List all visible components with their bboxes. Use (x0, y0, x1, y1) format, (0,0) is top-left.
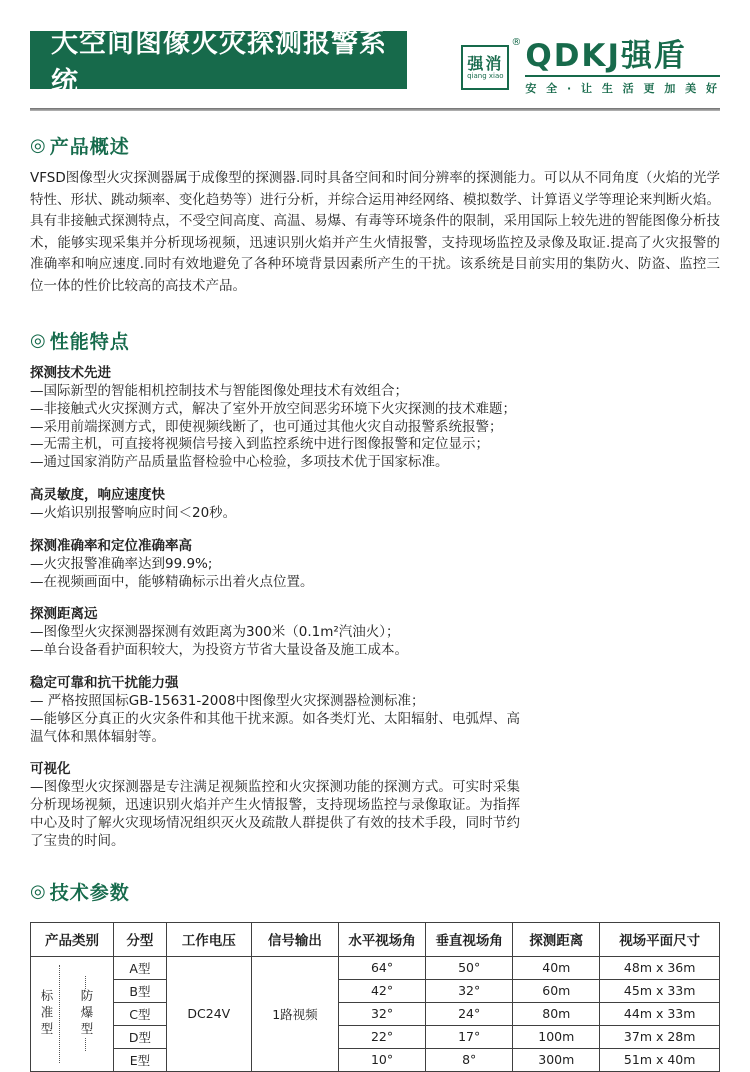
table-row (31, 1025, 720, 1048)
feature-group-title: 高灵敏度，响应速度快 (30, 486, 165, 503)
distance-cell: 40m (513, 956, 600, 979)
feature-item: —采用前端探测方式，即使视频线断了，也可通过其他火灾自动报警系统报警； (30, 418, 503, 435)
bullseye-icon: ◎ (30, 135, 47, 156)
product-title: 大空间图像火灾探测报警系统 (51, 28, 387, 98)
col-header-model: 分型 (114, 922, 167, 956)
distance-cell: 60m (513, 979, 600, 1002)
category-vertical-wrap (31, 965, 113, 1063)
distance-cell: 100m (513, 1025, 600, 1048)
col-header-vfov: 垂直视场角 (426, 922, 513, 956)
col-header-distance: 探测距离 (513, 922, 600, 956)
hfov-cell: 42° (339, 979, 426, 1002)
brand-wordmark: QDKJ强盾 (525, 38, 687, 74)
hfov-cell: 32° (339, 1002, 426, 1025)
hfov-cell: 64° (339, 956, 426, 979)
brand-logo (461, 38, 720, 96)
category-explosionproof-wrap (67, 976, 105, 1052)
features-heading-label: 性能特点 (49, 331, 130, 353)
feature-group (30, 364, 520, 472)
model-cell: C型 (114, 1002, 167, 1025)
col-header-plane: 视场平面尺寸 (600, 922, 720, 956)
model-cell: E型 (114, 1048, 167, 1071)
registered-icon: ® (511, 37, 522, 48)
specs-table (30, 922, 720, 1072)
feature-group (30, 605, 520, 660)
col-header-voltage: 工作电压 (166, 922, 251, 956)
trademark-text: 强消 (467, 53, 504, 73)
header-divider (30, 108, 720, 111)
distance-cell: 80m (513, 1002, 600, 1025)
dotted-divider (85, 976, 86, 989)
feature-group-title: 稳定可靠和抗干扰能力强 (30, 674, 179, 691)
feature-group-title: 探测准确率和定位准确率高 (30, 537, 192, 554)
col-header-signal: 信号输出 (251, 922, 338, 956)
dotted-divider (59, 965, 60, 1063)
plane-cell: 37m x 28m (600, 1025, 720, 1048)
plane-cell: 45m x 33m (600, 979, 720, 1002)
overview-paragraph: VFSD图像型火灾探测器属于成像型的探测器.同时具备空间和时间分辨率的探测能力。可以从不同角度（火焰的光学特性、形状、跳动频率、变化趋势等）进行分析，并综合运用神经网络、模拟数学、计算语义学等理论来判断火焰。具有非接触式探测特点，不受空间高度、高温、易爆、有毒等环境条件的限制，采用国际上较先进的智能图像分析技术，能够实现采集并分析现场视频，迅速识别火焰并产生火情报警，支持现场监控及录像及取证.提高了火灾报警的准确率和响应速度.同时有效地避免了各种环境背景因素所产生的干扰。该系统是目前实用的集防火、防盗、监控三位一体的性价比较高的高技术产品。 (30, 170, 720, 294)
table-header-row (31, 922, 720, 956)
brand-divider (525, 75, 720, 77)
section-heading-features (30, 327, 720, 354)
table-row (31, 1002, 720, 1025)
feature-group-title: 探测距离远 (30, 606, 98, 623)
vfov-cell: 8° (426, 1048, 513, 1071)
voltage-cell: DC24V (166, 956, 251, 1071)
vfov-cell: 24° (426, 1002, 513, 1025)
trademark-box (461, 45, 509, 90)
col-header-category: 产品类别 (31, 922, 114, 956)
hfov-cell: 10° (339, 1048, 426, 1071)
feature-group (30, 537, 520, 592)
feature-item: —火焰识别报警响应时间＜20秒。 (30, 504, 237, 521)
category-explosionproof: 防爆型 (79, 988, 95, 1039)
signal-cell: 1路视频 (251, 956, 338, 1071)
feature-group-title: 探测技术先进 (30, 365, 111, 381)
bullseye-icon: ◎ (30, 880, 47, 902)
bullseye-icon: ◎ (30, 330, 47, 351)
product-title-banner (30, 28, 407, 98)
table-row (31, 956, 720, 979)
features-list (30, 364, 520, 851)
feature-item: —能够区分真正的火灾条件和其他干扰来源。如各类灯光、太阳辐射、电弧焊、高温气体和黑体辐射等。 (30, 710, 520, 745)
table-row (31, 979, 720, 1002)
feature-group (30, 674, 520, 746)
model-cell: B型 (114, 979, 167, 1002)
feature-item: —非接触式火灾探测方式，解决了室外开放空间恶劣环境下火灾探测的技术难题； (30, 400, 516, 417)
feature-item: —图像型火灾探测器是专注满足视频监控和火灾探测功能的探测方式。可实时采集分析现场视频，迅速识别火焰并产生火情报警，支持现场监控与录像取证。为指挥中心及时了解火灾现场情况组织灭火及疏散人群提供了有效的技术手段，同时节约了宝贵的时间。 (30, 779, 520, 849)
feature-item: —图像型火灾探测器探测有效距离为300米（0.1m²汽油火）； (30, 624, 400, 641)
model-cell: A型 (114, 956, 167, 979)
feature-group (30, 486, 520, 523)
section-heading-overview (30, 132, 720, 159)
distance-cell: 300m (513, 1048, 600, 1071)
table-row (31, 1048, 720, 1071)
feature-item: —通过国家消防产品质量监督检验中心检验，多项技术优于国家标准。 (30, 454, 449, 471)
plane-cell: 51m x 40m (600, 1048, 720, 1071)
category-standard: 标准型 (39, 988, 55, 1039)
feature-item: —国际新型的智能相机控制技术与智能图像处理技术有效组合； (30, 383, 408, 399)
hfov-cell: 22° (339, 1025, 426, 1048)
plane-cell: 44m x 33m (600, 1002, 720, 1025)
brand-block (525, 38, 720, 96)
dotted-divider (85, 1038, 86, 1051)
vfov-cell: 50° (426, 956, 513, 979)
category-cell (31, 956, 114, 1071)
feature-item: —火灾报警准确率达到99.9%; (30, 555, 213, 572)
vfov-cell: 17° (426, 1025, 513, 1048)
feature-item: —在视频画面中，能够精确标示出着火点位置。 (30, 573, 314, 590)
section-heading-specs (30, 878, 720, 905)
model-cell: D型 (114, 1025, 167, 1048)
trademark-pinyin: qiang xiao (467, 72, 504, 81)
feature-item: — 严格按照国标GB-15631-2008中图像型火灾探测器检测标准； (30, 692, 425, 709)
overview-heading-label: 产品概述 (49, 136, 130, 158)
col-header-hfov: 水平视场角 (339, 922, 426, 956)
plane-cell: 48m x 36m (600, 956, 720, 979)
brand-tagline: 安 全 · 让 生 活 更 加 美 好 (525, 82, 720, 95)
feature-group-title: 可视化 (30, 761, 71, 778)
feature-item: —单台设备看护面积较大，为投资方节省大量设备及施工成本。 (30, 642, 408, 659)
vfov-cell: 32° (426, 979, 513, 1002)
page-header (30, 0, 720, 96)
feature-item: —无需主机，可直接将视频信号接入到监控系统中进行图像报警和定位显示； (30, 436, 489, 453)
feature-group (30, 760, 520, 850)
specs-heading-label: 技术参数 (49, 881, 130, 904)
